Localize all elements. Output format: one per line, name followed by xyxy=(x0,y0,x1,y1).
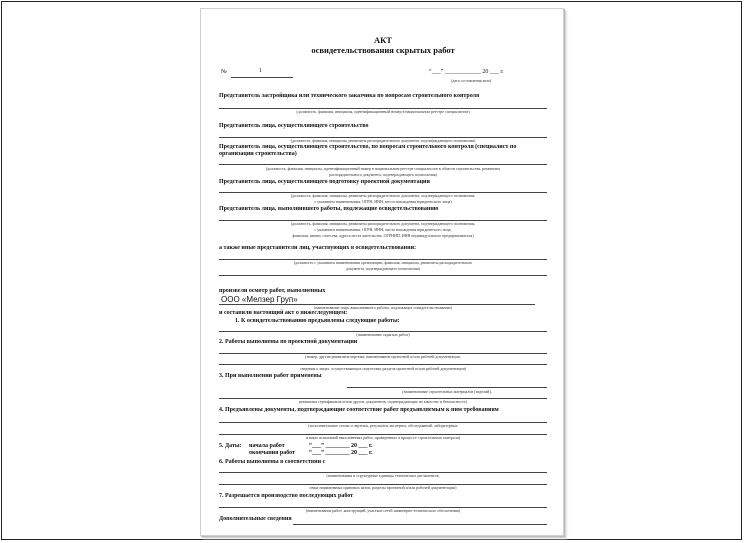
next-works-caption: (наименование работ, конструкций, участков сетей инженерно-технического обеспечения) xyxy=(305,508,461,513)
control-rep-caption: (должность, фамилия, инициалы, идентификационный номер в национальном реестре специалистов в области строительства, реквизиты xyxy=(265,166,501,171)
control-rep-caption-cont: распорядительного документа, подтверждающего полномочия) xyxy=(329,172,437,177)
design-rep-label: Представитель лица, осуществляющего подготовку проектной документации xyxy=(219,179,430,185)
materials-caption: (наименование строительных материалов (изделий), xyxy=(402,389,492,394)
date-field: “___” ____________ 20 ___ г. xyxy=(429,69,504,75)
number-value: 1 xyxy=(259,68,262,74)
document-subtitle: освидетельствования скрытых работ xyxy=(311,45,455,55)
performer-rep-label: Представитель лица, выполнившего работы, подлежащие освидетельствованию xyxy=(219,206,439,212)
other-reps-label: а также иные представители лиц, участвующих в освидетельствовании: xyxy=(219,245,417,251)
other-reps-line-2 xyxy=(219,275,547,276)
start-date-field: “___” ________ 20 ___ г. xyxy=(309,443,373,449)
customer-rep-label: Представитель застройщика или технического заказчика по вопросам строительного контроля xyxy=(219,93,480,99)
inspection-label: произвели осмотр работ, выполненных xyxy=(219,288,326,294)
design-docs-caption: (номер, другие реквизиты чертежа, наименование проектной и/или рабочей документации, xyxy=(305,354,461,359)
builder-rep-label: Представитель лица, осуществляющего строительство xyxy=(219,123,369,129)
document-page xyxy=(200,8,564,536)
compliance-docs-caption: (исполнительные схемы и чертежи, результаты экспертиз, обследований, лабораторных xyxy=(308,423,458,428)
start-date-label: начала работ xyxy=(249,443,285,449)
works-caption: (наименование скрытых работ) xyxy=(356,332,410,337)
statement-label: и составили настоящий акт о нижеследующем: xyxy=(219,310,348,316)
contractor-caption: (наименование лица, выполнившего работы, подлежащие освидетельствованию) xyxy=(314,305,452,310)
compliance-docs-caption-cont: и иных испытаний выполненных работ, проведенных в процессе строительного контроля) xyxy=(305,435,461,440)
document-title: АКТ xyxy=(374,35,392,45)
performer-rep-caption-2: с указанием наименования, ОГРН, ИНН, места нахождения юридического лица, xyxy=(314,227,452,232)
performer-rep-caption: (должность, фамилия, инициалы, реквизиты распорядительного документа, подтверждающего полномочия, xyxy=(290,221,476,226)
date-caption: (дата составления акта) xyxy=(451,78,492,83)
works-item-label: 1. К освидетельствованию предъявлены следующие работы: xyxy=(235,318,400,324)
end-date-field: “___” ________ 20 ___ г. xyxy=(309,450,373,456)
design-docs-label: 2. Работы выполнены по проектной документации xyxy=(219,339,358,345)
materials-caption-cont: реквизиты сертификатов и/или других документов, подтверждающих их качество и безопасность) xyxy=(299,399,467,404)
additional-info-line xyxy=(293,524,547,525)
end-date-label: окончания работ xyxy=(249,450,296,456)
number-line xyxy=(231,77,293,78)
regulations-label: 6. Работы выполнены в соответствии с xyxy=(219,459,326,465)
builder-rep-caption: (должность, фамилия, инициалы, реквизиты распорядительного документа, подтверждающего полномочия) xyxy=(290,138,476,143)
regulations-caption: (наименования и структурные единицы технических регламентов, xyxy=(326,473,440,478)
customer-rep-caption: (должность, фамилия, инициалы, идентификационный номер в национальном реестре специалистов) xyxy=(296,109,470,114)
next-works-label: 7. Разрешается производство последующих работ xyxy=(219,493,354,499)
control-rep-label-cont: организации строительства) xyxy=(219,151,297,157)
dates-label: 5. Даты: xyxy=(219,443,242,449)
control-rep-label: Представитель лица, осуществляющего строительство, по вопросам строительного контроля (специалист по xyxy=(219,144,517,150)
contractor-name: ООО «Мелзер Груп» xyxy=(221,295,298,304)
compliance-docs-label: 4. Предъявлены документы, подтверждающие соответствие работ предъявляемым к ним требованиям xyxy=(219,407,499,413)
design-docs-caption-cont: сведения о лицах, осуществляющих подготовку раздела проектной и/или рабочей документации) xyxy=(299,366,467,371)
control-rep-line xyxy=(219,164,547,165)
materials-label: 3. При выполнении работ применены xyxy=(219,373,322,379)
materials-line xyxy=(347,387,547,388)
additional-info-label: Дополнительные сведения xyxy=(219,516,292,522)
other-reps-caption-cont: документа, подтверждающего полномочия) xyxy=(345,266,421,271)
design-docs-line-2 xyxy=(219,364,547,365)
design-rep-caption: (должность, фамилия, инициалы, реквизиты распорядительного документа, подтверждающего полномочия, xyxy=(290,193,476,198)
performer-rep-caption-3: фамилии, имени, отчества, адреса места жительства, ОГРНИП, ИНН индивидуального предпринимателя) xyxy=(292,233,474,238)
design-rep-caption-cont: с указанием наименования, ОГРН, ИНН, места нахождения юридического лица) xyxy=(314,199,452,204)
regulations-caption-cont: иных нормативных правовых актов, разделы проектной и/или рабочей документации) xyxy=(309,485,457,490)
number-label: № xyxy=(221,69,227,75)
other-reps-caption: (должность с указанием наименования организации, фамилия, инициалы, реквизиты распорядительного xyxy=(293,260,473,265)
